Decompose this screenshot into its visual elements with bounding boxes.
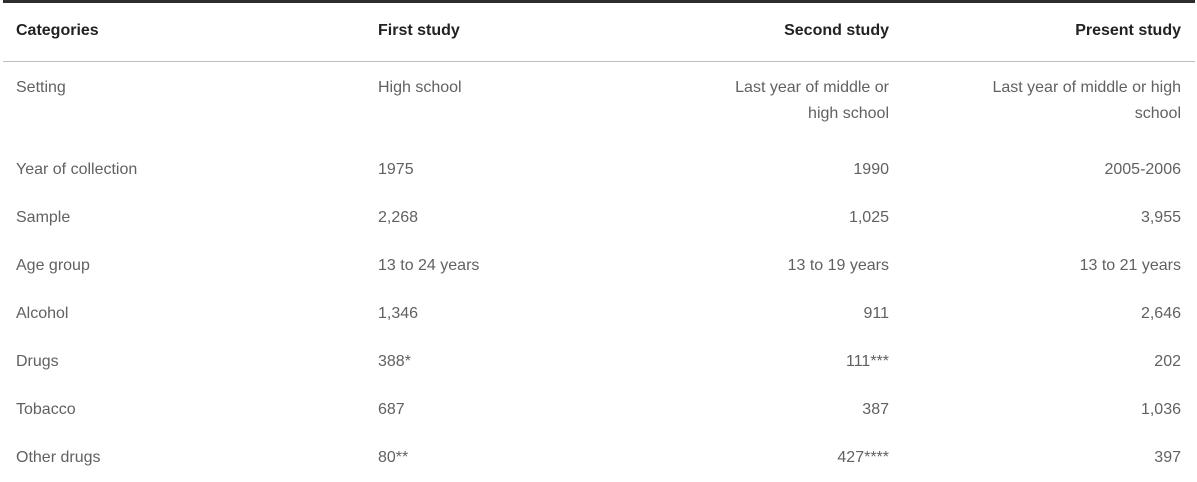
cell-second-study: 111***	[846, 352, 889, 370]
table-header	[3, 2, 1195, 62]
cell-category: Tobacco	[16, 400, 76, 418]
cell-category: Year of collection	[16, 160, 138, 178]
cell-present-study: 13 to 21 years	[1079, 256, 1181, 274]
header-present-study: Present study	[1075, 21, 1181, 39]
cell-category: Drugs	[16, 352, 59, 370]
cell-present-study: 202	[1154, 352, 1181, 370]
cell-present-study: 3,955	[1140, 208, 1181, 226]
table-row	[3, 290, 1195, 338]
table-row	[3, 386, 1195, 434]
cell-second-study: 911	[863, 304, 889, 322]
cell-category: Other drugs	[16, 448, 101, 466]
cell-first-study: 687	[378, 400, 405, 418]
header-categories: Categories	[16, 21, 99, 39]
table-row	[3, 146, 1195, 194]
study-comparison-table	[3, 0, 1195, 482]
cell-first-study: 2,268	[378, 208, 419, 226]
header-second-study: Second study	[784, 21, 889, 39]
cell-second-study: 1990	[853, 160, 889, 178]
cell-first-study: 1,346	[378, 304, 419, 322]
cell-first-study: 1975	[378, 160, 414, 178]
table-row	[3, 242, 1195, 290]
table-row	[3, 338, 1195, 386]
cell-present-study: 397	[1154, 448, 1181, 466]
cell-second-study: 1,025	[848, 208, 889, 226]
cell-first-study: 388*	[378, 352, 411, 370]
cell-second-study: 13 to 19 years	[787, 256, 889, 274]
header-row	[3, 2, 1195, 62]
header-first-study: First study	[378, 21, 460, 39]
cell-category: Alcohol	[16, 304, 69, 322]
cell-category: Setting	[16, 79, 66, 96]
cell-first-study: 80**	[378, 448, 409, 466]
cell-present-study: 2005-2006	[1104, 160, 1181, 178]
cell-present-study: 1,036	[1140, 400, 1181, 418]
table-row	[3, 62, 1195, 146]
cell-present-study: 2,646	[1140, 304, 1181, 322]
table-body	[3, 62, 1195, 482]
table-row	[3, 194, 1195, 242]
cell-first-study: 13 to 24 years	[378, 256, 480, 274]
cell-second-study: 427****	[837, 448, 889, 466]
table-row	[3, 434, 1195, 482]
cell-category: Sample	[16, 208, 71, 226]
cell-present-study: Last year of middle or high school	[992, 79, 1181, 122]
cell-second-study: Last year of middle or high school	[735, 79, 889, 122]
cell-second-study: 387	[862, 400, 889, 418]
cell-category: Age group	[16, 256, 90, 274]
cell-first-study: High school	[378, 79, 462, 96]
